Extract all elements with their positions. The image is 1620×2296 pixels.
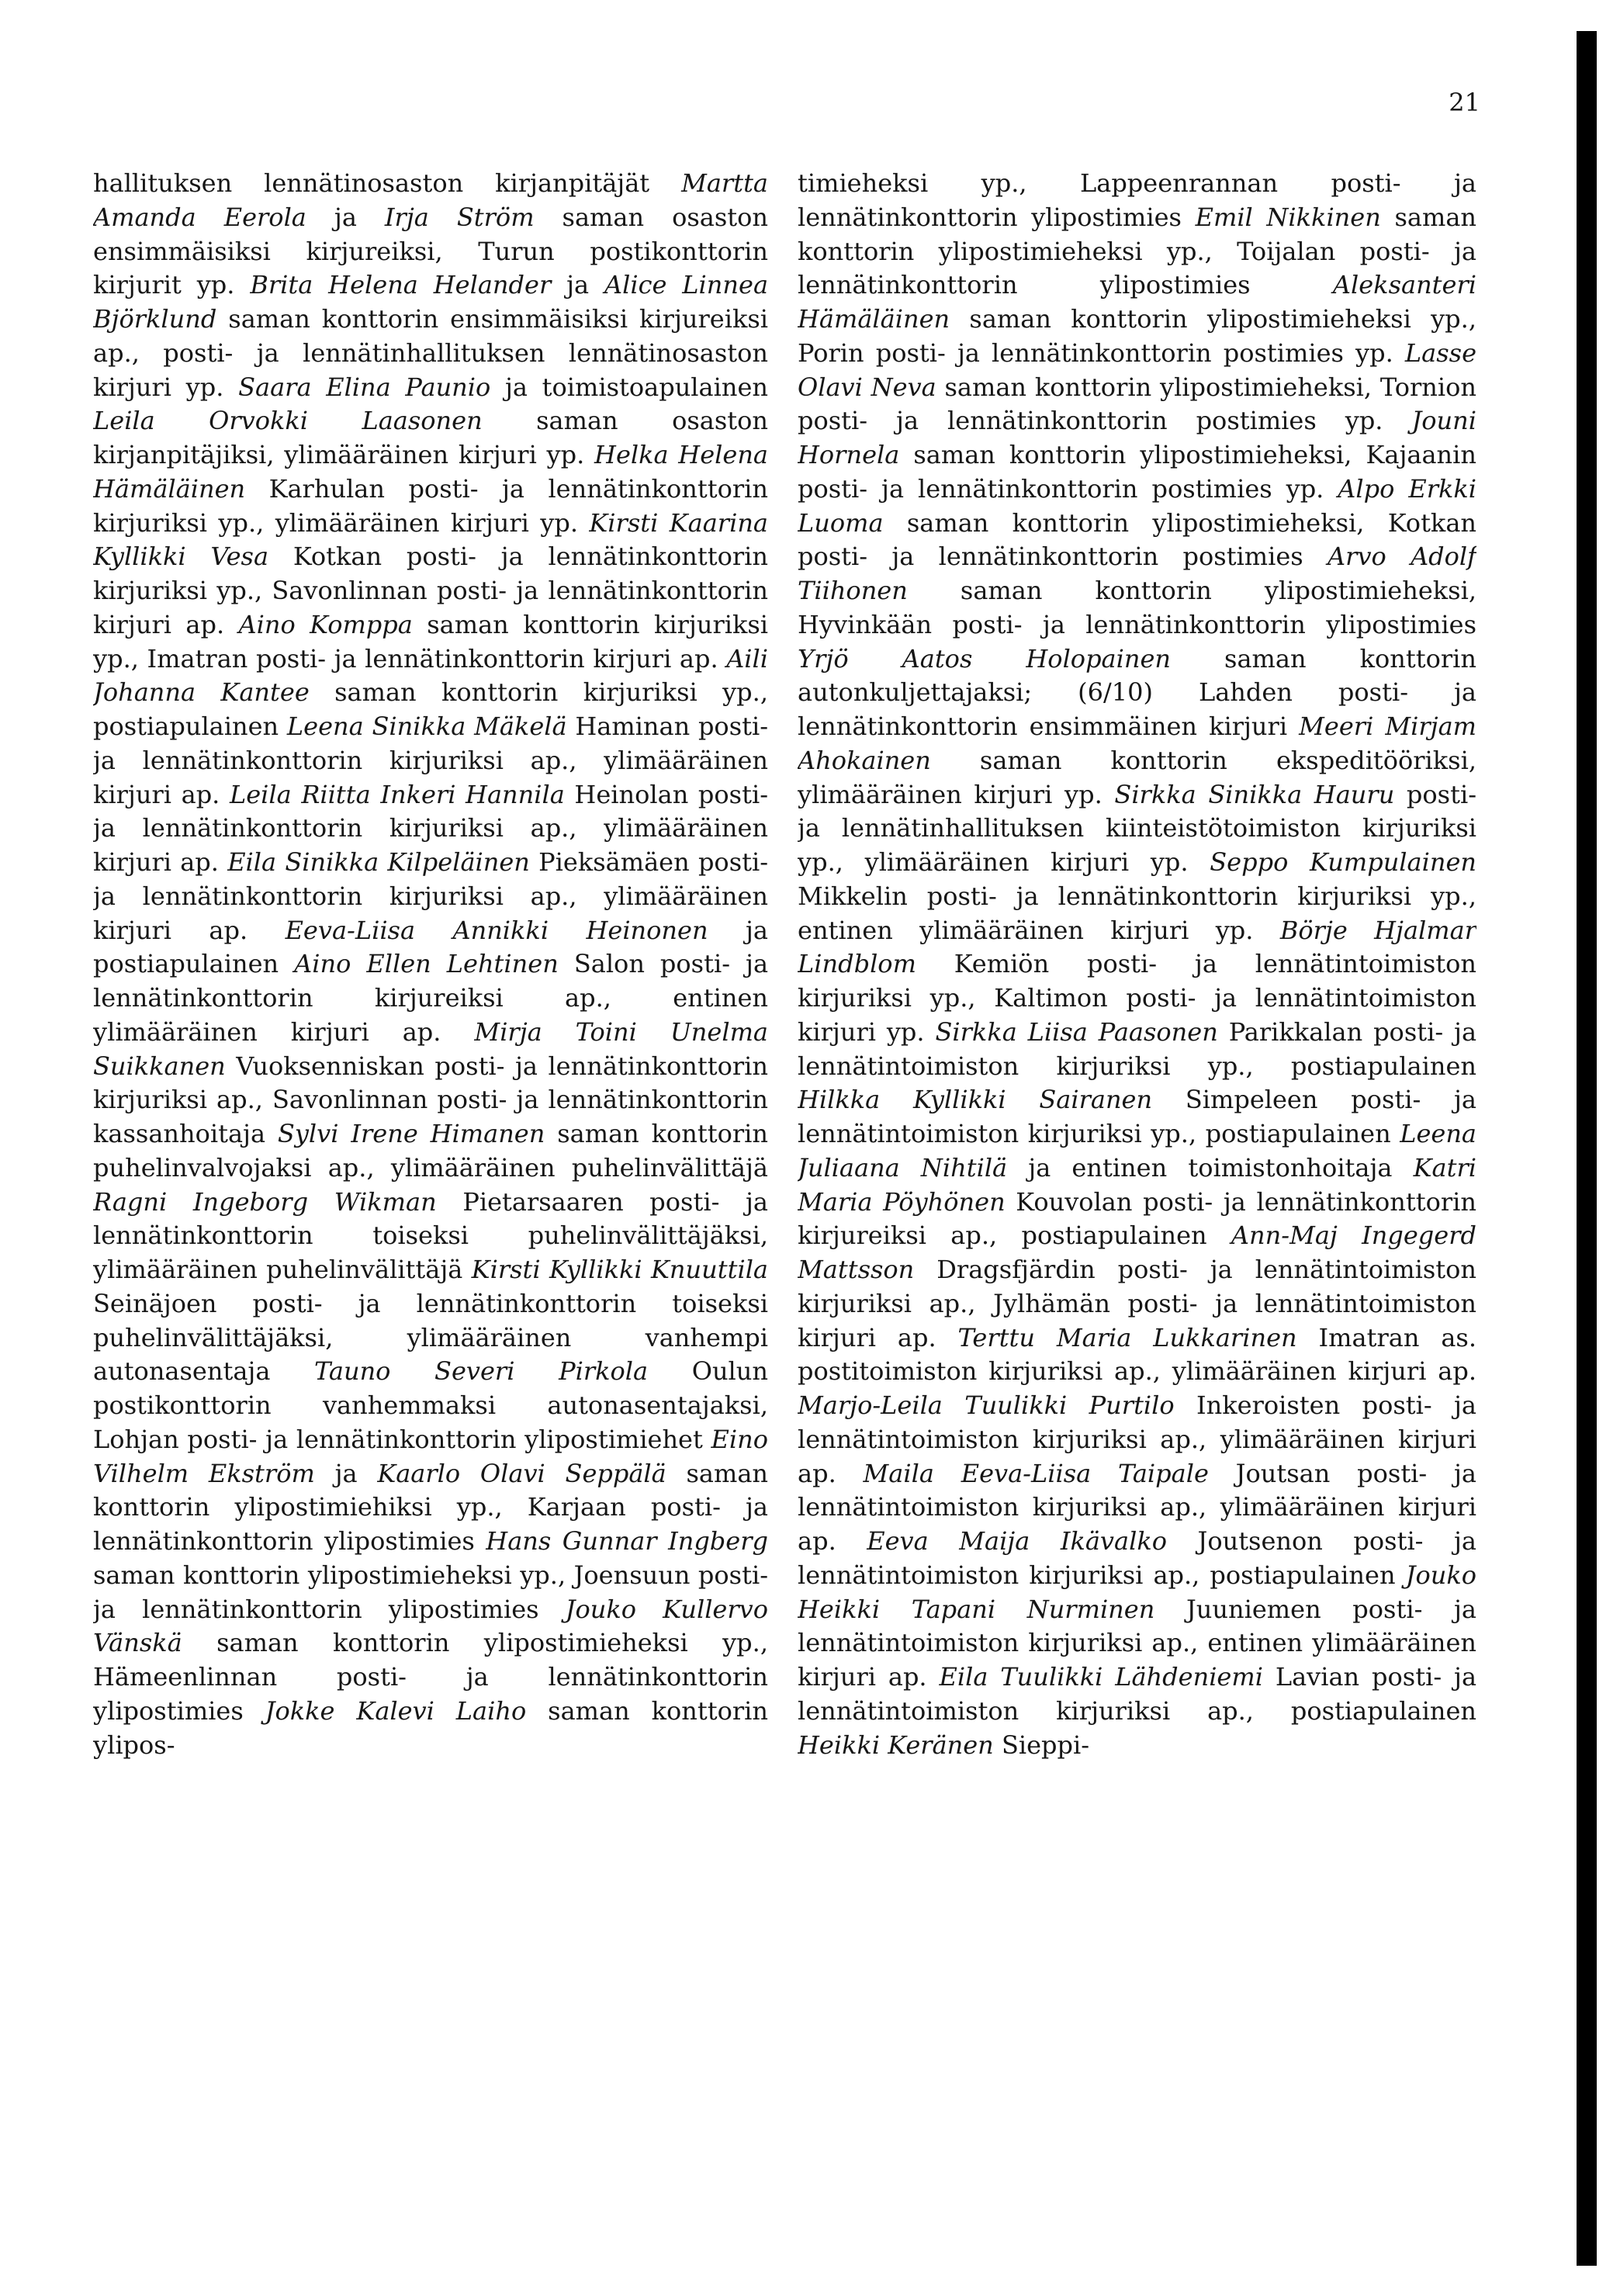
body-text: Inkeroisten posti- ja lennätintoimiston kirjuriksi ap., ylimääräinen kirjuri ap.	[798, 1390, 1476, 1488]
person-name: Helka Helena Hämäläinen	[93, 440, 768, 504]
person-name: Leila Orvokki Laasonen	[93, 406, 483, 436]
body-text: Heinolan posti- ja lennätinkonttorin kirjuriksi ap., ylimääräinen kirjuri ap.	[93, 779, 768, 877]
person-name: Sirkka Sinikka Hauru	[1114, 779, 1395, 809]
body-text: ja entinen toimistonhoitaja	[1007, 1152, 1414, 1183]
body-text: ja	[306, 202, 385, 232]
person-name: Irja Ström	[384, 202, 535, 232]
body-text: saman konttorin ylipostimieheksi, Tornion posti- ja lennätinkonttorin postimies yp.	[798, 372, 1476, 436]
body-text: saman konttorin kirjuriksi yp., Imatran posti- ja lennätinkonttorin kirjuri ap.	[93, 609, 768, 674]
person-name: Hilkka Kyllikki Sairanen	[798, 1085, 1153, 1115]
body-text: saman konttorin kirjuriksi yp., postiapulainen	[93, 677, 768, 741]
person-name: Alice Linnea Björklund	[93, 270, 768, 334]
text-column-right	[798, 167, 1476, 2239]
body-text: saman konttorin ensimmäisiksi kirjureiksi ap., posti- ja lennätinhallituksen lennätinosaston kirjuri yp.	[93, 304, 768, 402]
body-text: Haminan posti- ja lennätinkonttorin kirjuriksi ap., ylimääräinen kirjuri ap.	[93, 712, 768, 809]
person-name: Emil Nikkinen	[1195, 202, 1381, 232]
person-name: Sylvi Irene Himanen	[277, 1119, 545, 1148]
body-text: Sieppi-	[993, 1730, 1090, 1760]
person-name: Maila Eeva-Liisa Taipale	[863, 1458, 1209, 1488]
body-text: saman konttorin ylipostimieheksi, Kajaanin posti- ja lennätinkonttorin postimies yp.	[798, 440, 1476, 504]
body-text: Karhulan posti- ja lennätinkonttorin kirjuriksi yp., ylimääräinen kirjuri yp.	[93, 473, 768, 538]
body-text: hallituksen lennätinosaston kirjanpitäjät	[93, 168, 682, 198]
body-text: saman osaston ensimmäisiksi kirjureiksi, Turun postikonttorin kirjurit yp.	[93, 202, 768, 300]
body-text: Kouvolan posti- ja lennätinkonttorin kirjureiksi ap., postiapulainen	[798, 1186, 1476, 1251]
body-text: Kemiön posti- ja lennätintoimiston kirjuriksi yp., Kaltimon posti- ja lennätintoimiston kirjuri yp.	[798, 949, 1476, 1047]
body-text: Juuniemen posti- ja lennätintoimiston kirjuriksi ap., entinen ylimääräinen kirjuri ap.	[798, 1594, 1476, 1692]
person-name: Kirsti Kaarina Kyllikki Vesa	[93, 507, 768, 572]
body-text: saman konttorin ylipostimiehiksi yp., Karjaan posti- ja lennätinkonttorin ylipostimies	[93, 1458, 768, 1556]
body-text: saman konttorin ylipostimieheksi, Kotkan posti- ja lennätinkonttorin postimies	[798, 507, 1476, 572]
person-name: Terttu Maria Lukkarinen	[957, 1322, 1297, 1352]
body-text: saman konttorin puhelinvalvojaksi ap., ylimääräinen puhelinvälittäjä	[93, 1119, 768, 1183]
body-text: ja	[551, 270, 604, 300]
person-name: Saara Elina Paunio	[238, 372, 491, 402]
text-column-left	[93, 167, 768, 2239]
person-name: Eila Tuulikki Lähdeniemi	[939, 1662, 1263, 1692]
body-text: saman konttorin ylipostimieheksi yp., Joensuun posti- ja lennätinkonttorin ylipostimies	[93, 1560, 768, 1624]
person-name: Kirsti Kyllikki Knuuttila	[471, 1255, 768, 1284]
body-text: ja postiapulainen	[93, 915, 768, 979]
body-text: saman osaston kirjanpitäjiksi, ylimääräinen kirjuri yp.	[93, 406, 768, 469]
person-name: Mirja Toini Unelma Suikkanen	[93, 1016, 768, 1081]
person-name: Leena Sinikka Mäkelä	[286, 712, 567, 741]
body-text: saman konttorin ylipostimieheksi yp., Toijalan posti- ja lennätinkonttorin ylipostimies	[798, 202, 1476, 300]
person-name: Jouko Kullervo Vänskä	[93, 1594, 768, 1658]
person-name: Brita Helena Helander	[250, 270, 552, 300]
person-name: Katri Maria Pöyhönen	[798, 1152, 1476, 1217]
person-name: Leila Riitta Inkeri Hannila	[229, 779, 565, 809]
person-name: Eila Sinikka Kilpeläinen	[227, 847, 530, 877]
body-text: ja	[314, 1458, 378, 1488]
body-text: Joutsan posti- ja lennätintoimiston kirjuriksi ap., ylimääräinen kirjuri ap.	[798, 1458, 1476, 1556]
person-name: Eino Vilhelm Ekström	[93, 1424, 768, 1488]
body-text: Kotkan posti- ja lennätinkonttorin kirjuriksi yp., Savonlinnan posti- ja lennätinkonttorin kirjuri ap.	[93, 542, 768, 639]
person-name: Leena Juliaana Nihtilä	[798, 1119, 1476, 1183]
body-text: Lavian posti- ja lennätintoimiston kirjuriksi ap., postiapulainen	[798, 1662, 1476, 1726]
person-name: Kaarlo Olavi Seppälä	[377, 1458, 666, 1488]
column-text	[93, 167, 768, 1762]
person-name: Hans Gunnar Ingberg	[486, 1526, 768, 1556]
body-text: saman konttorin ylipostimieheksi, Hyvinkään posti- ja lennätinkonttorin ylipostimies	[798, 576, 1476, 639]
person-name: Seppo Kumpulainen	[1210, 847, 1476, 877]
person-name: Tauno Severi Pirkola	[314, 1356, 649, 1387]
body-text: timieheksi yp., Lappeenrannan posti- ja lennätinkonttorin ylipostimies	[798, 168, 1476, 232]
person-name: Lasse Olavi Neva	[798, 338, 1476, 402]
person-name: Marjo-Leila Tuulikki Purtilo	[798, 1390, 1175, 1420]
person-name: Jouko Heikki Tapani Nurminen	[798, 1560, 1476, 1624]
person-name: Eeva Maija Ikävalko	[867, 1526, 1167, 1556]
person-name: Eeva-Liisa Annikki Heinonen	[285, 915, 708, 945]
body-text: ja toimistoapulainen	[490, 372, 768, 402]
body-text: Pietarsaaren posti- ja lennätinkonttorin toiseksi puhelinvälittäjäksi, ylimääräinen puhelinvälittäjä	[93, 1186, 768, 1284]
body-text: saman konttorin ekspeditööriksi, ylimääräinen kirjuri yp.	[798, 745, 1476, 809]
body-text: Parikkalan posti- ja lennätintoimiston kirjuriksi yp., postiapulainen	[798, 1016, 1476, 1081]
person-name: Heikki Keränen	[798, 1730, 994, 1760]
person-name: Börje Hjalmar Lindblom	[798, 915, 1476, 979]
body-text: Oulun postikonttorin vanhemmaksi autonasentajaksi, Lohjan posti- ja lennätinkonttorin ylipostimiehet	[93, 1356, 768, 1454]
person-name: Alpo Erkki Luoma	[798, 473, 1476, 538]
person-name: Aino Ellen Lehtinen	[294, 949, 559, 979]
body-text: Dragsfjärdin posti- ja lennätintoimiston kirjuriksi ap., Jylhämän posti- ja lennätintoimiston kirjuri ap.	[798, 1255, 1476, 1352]
person-name: Ragni Ingeborg Wikman	[93, 1186, 437, 1217]
body-text: saman konttorin ylipostimieheksi yp., Porin posti- ja lennätinkonttorin postimies yp.	[798, 304, 1476, 368]
person-name: Arvo Adolf Tiihonen	[798, 542, 1476, 605]
body-text: Pieksämäen posti- ja lennätinkonttorin kirjuriksi ap., ylimääräinen kirjuri ap.	[93, 847, 768, 945]
person-name: Ann-Maj Ingegerd Mattsson	[798, 1221, 1476, 1284]
body-text: Vuoksenniskan posti- ja lennätinkonttorin kirjuriksi ap., Savonlinnan posti- ja lennätinkonttorin kassanhoitaja	[93, 1051, 768, 1148]
body-text: Mikkelin posti- ja lennätinkonttorin kirjuriksi yp., entinen ylimääräinen kirjuri yp.	[798, 881, 1476, 945]
person-name: Meeri Mirjam Ahokainen	[798, 712, 1476, 775]
body-text: Seinäjoen posti- ja lennätinkonttorin toiseksi puhelinvälittäjäksi, ylimääräinen vanhempi autonasentaja	[93, 1288, 768, 1387]
person-name: Jokke Kalevi Laiho	[265, 1695, 527, 1726]
body-text: saman konttorin autonkuljettajaksi; (6/10) Lahden posti- ja lennätinkonttorin ensimmäinen kirjuri	[798, 643, 1476, 741]
body-text: Imatran as. postitoimiston kirjuriksi ap., ylimääräinen kirjuri ap.	[798, 1322, 1476, 1387]
body-text: Joutsenon posti- ja lennätintoimiston kirjuriksi ap., postiapulainen	[798, 1526, 1476, 1590]
page-number: 21	[1449, 88, 1480, 117]
body-text: saman konttorin ylipostimieheksi yp., Hämeenlinnan posti- ja lennätinkonttorin ylipostimies	[93, 1628, 768, 1726]
person-name: Martta Amanda Eerola	[93, 168, 768, 232]
column-text	[798, 167, 1476, 1762]
person-name: Jouni Hornela	[798, 406, 1476, 469]
body-text: saman konttorin ylipos-	[93, 1695, 768, 1760]
person-name: Aino Komppa	[238, 609, 413, 639]
margin-bar	[1577, 31, 1597, 2266]
person-name: Aleksanteri Hämäläinen	[798, 270, 1476, 334]
body-text: Salon posti- ja lennätinkonttorin kirjureiksi ap., entinen ylimääräinen kirjuri ap.	[93, 949, 768, 1047]
person-name: Yrjö Aatos Holopainen	[798, 643, 1172, 674]
body-text: posti- ja lennätinhallituksen kiinteistötoimiston kirjuriksi yp., ylimääräinen kirjuri yp.	[798, 779, 1476, 877]
body-text: Simpeleen posti- ja lennätintoimiston kirjuriksi yp., postiapulainen	[798, 1085, 1476, 1148]
person-name: Sirkka Liisa Paasonen	[935, 1016, 1218, 1047]
person-name: Aili Johanna Kantee	[93, 643, 768, 708]
